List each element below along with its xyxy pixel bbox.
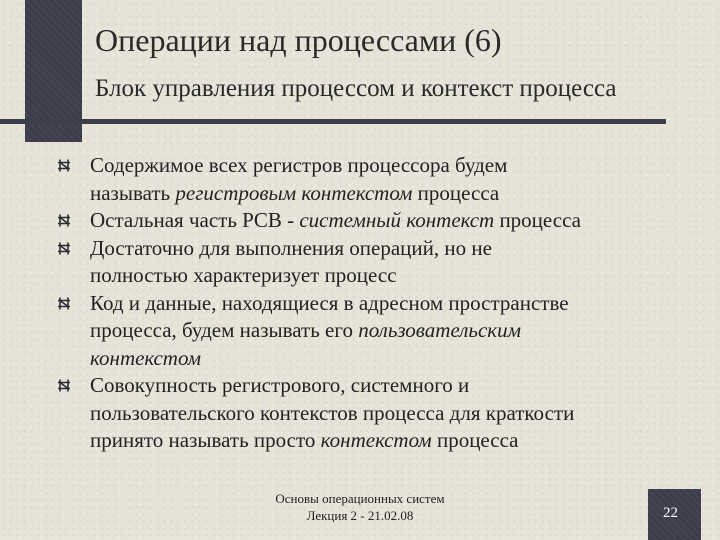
bullet-line: [90, 207, 680, 235]
bullet-item: [0, 152, 720, 207]
bullet-line: [90, 152, 680, 180]
bullet-list: [0, 152, 720, 455]
bullet-line: [90, 317, 680, 345]
slide-subtitle: Блок управления процессом и контекст процесса: [95, 75, 617, 102]
bullet-emphasis-text: пользовательским: [358, 318, 522, 342]
z-square-bullet-icon: [58, 297, 70, 310]
bullet-line: [90, 262, 680, 290]
bullet-item: [0, 290, 720, 373]
bullet-emphasis-text: системный контекст: [299, 208, 495, 232]
bullet-line: [90, 427, 680, 455]
bullet-text: пользовательского контекстов процесса для краткости: [90, 400, 575, 425]
bullet-text: Совокупность регистрового, системного и: [90, 373, 470, 397]
bullet-line: [90, 345, 680, 373]
bullet-text: процесса: [431, 428, 519, 452]
bullet-emphasis-text: контекстом: [320, 428, 432, 452]
bullet-text: принято называть просто: [90, 428, 321, 452]
slide-title: Операции над процессами (6): [95, 22, 502, 58]
bullet-text: Содержимое всех регистров процессора будем: [90, 153, 508, 177]
bullet-line: [90, 235, 680, 263]
bullet-item: [0, 235, 720, 290]
bullet-line: [90, 290, 680, 318]
z-square-bullet-icon: [58, 159, 70, 172]
footer: [250, 490, 470, 524]
bullet-text: процесса: [494, 208, 581, 232]
footer-lecture-date: Лекция 2 - 21.02.08: [306, 508, 414, 523]
bullet-line: [90, 180, 680, 208]
z-square-bullet-icon: [58, 214, 70, 227]
bullet-emphasis-text: регистровым контекстом: [175, 180, 413, 205]
bullet-text: процесса: [412, 180, 500, 205]
bullet-text: полностью характеризует процесс: [90, 263, 397, 287]
bullet-item: [0, 207, 720, 235]
bullet-text: Остальная часть PCB -: [90, 208, 300, 232]
title-underline-rule: [0, 119, 666, 124]
bullet-text: Код и данные, находящиеся в адресном пространстве: [90, 290, 569, 315]
bullet-text: Достаточно для выполнения операций, но не: [90, 235, 492, 260]
z-square-bullet-icon: [58, 242, 70, 255]
bullet-emphasis-text: контекстом: [90, 345, 202, 370]
bullet-text: процесса, будем называть его: [90, 318, 359, 342]
bullet-line: [90, 400, 680, 428]
bullet-item: [0, 372, 720, 455]
bullet-text: называть: [90, 180, 176, 205]
z-square-bullet-icon: [58, 379, 70, 392]
footer-course-title: Основы операционных систем: [275, 491, 445, 506]
page-number: 22: [663, 505, 678, 521]
bullet-line: [90, 372, 680, 400]
